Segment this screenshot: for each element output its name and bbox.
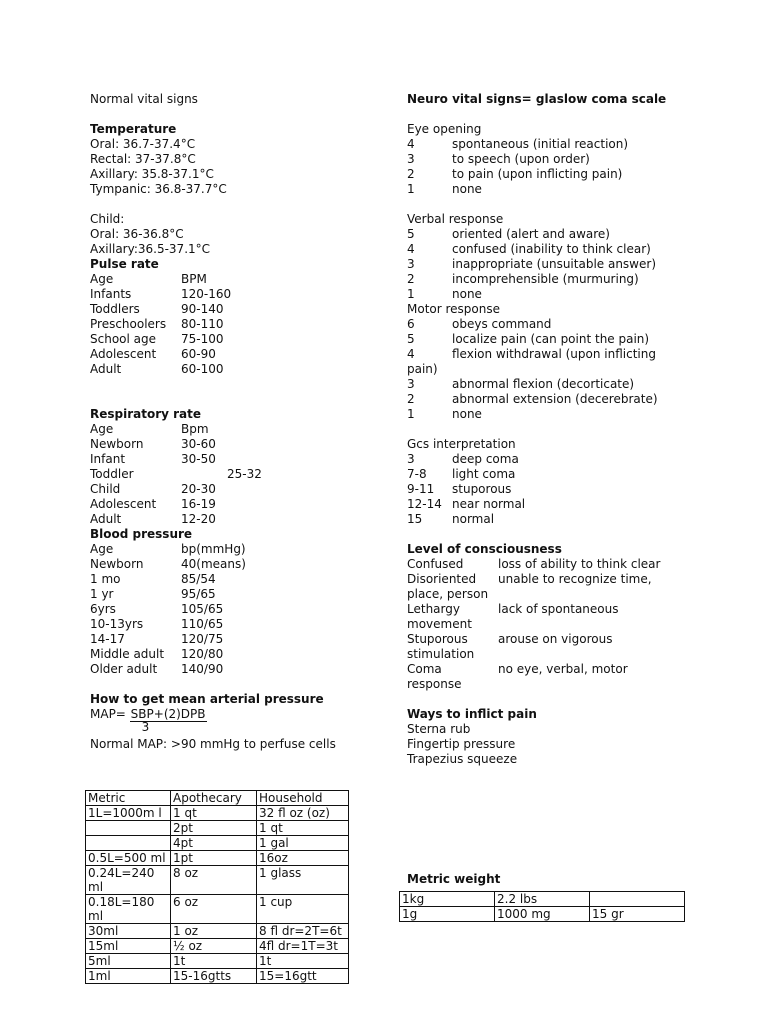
loc-desc: no eye, verbal, motor xyxy=(498,662,628,676)
blood-pressure-heading: Blood pressure xyxy=(90,527,193,541)
eye-row xyxy=(407,152,707,167)
motor-score: 4 xyxy=(407,347,415,361)
bp-value: 140/90 xyxy=(181,662,224,676)
bp-row xyxy=(90,542,390,557)
pulse-row xyxy=(90,362,390,377)
bp-age: 10-13yrs xyxy=(90,617,144,631)
bp-value: 40(means) xyxy=(181,557,246,571)
gcs-range: 15 xyxy=(407,512,423,526)
cell-metric: 1L=1000m l xyxy=(86,806,171,821)
eye-score: 3 xyxy=(407,152,415,166)
bp-row xyxy=(90,557,390,572)
loc-term: Stuporous xyxy=(407,632,468,646)
resp-age: Adolescent xyxy=(90,497,157,511)
eye-desc: spontaneous (initial reaction) xyxy=(452,137,629,151)
eye-row xyxy=(407,182,707,197)
bp-value: 85/54 xyxy=(181,572,216,586)
cell-apothecary: 1t xyxy=(171,954,257,969)
pulse-age: Infants xyxy=(90,287,132,301)
verbal-score: 4 xyxy=(407,242,415,256)
bp-row xyxy=(90,647,390,662)
child-temperature-line: Axillary:36.5-37.1°C xyxy=(90,242,211,256)
resp-row xyxy=(90,422,390,437)
verbal-desc: oriented (alert and aware) xyxy=(452,227,610,241)
cell-apothecary: ½ oz xyxy=(171,939,257,954)
respiratory-rate-heading: Respiratory rate xyxy=(90,407,202,421)
map-heading: How to get mean arterial pressure xyxy=(90,692,324,706)
cell-household: 15=16gtt xyxy=(257,969,349,984)
cell-household: 1 qt xyxy=(257,821,349,836)
conversion-table xyxy=(85,790,349,984)
motor-row xyxy=(407,332,707,347)
cell-apothecary: 1pt xyxy=(171,851,257,866)
gcs-range: 7-8 xyxy=(407,467,427,481)
bp-row xyxy=(90,572,390,587)
cell-metric: 0.24L=240 ml xyxy=(86,866,171,895)
resp-row xyxy=(90,512,390,527)
pulse-row xyxy=(90,272,390,287)
pulse-age: Adolescent xyxy=(90,347,157,361)
table-row xyxy=(86,954,349,969)
gcs-range: 9-11 xyxy=(407,482,435,496)
motor-score: 5 xyxy=(407,332,415,346)
bp-age: 1 yr xyxy=(90,587,114,601)
bp-value: 120/80 xyxy=(181,647,224,661)
weight-equivalent: 1000 mg xyxy=(495,907,590,922)
motor-row xyxy=(407,347,707,362)
cell-metric: 5ml xyxy=(86,954,171,969)
cell-household: 1t xyxy=(257,954,349,969)
motor-row xyxy=(407,317,707,332)
gcs-range: 12-14 xyxy=(407,497,442,511)
resp-value: 30-60 xyxy=(181,437,216,451)
verbal-response-heading: Verbal response xyxy=(407,212,504,226)
eye-opening-heading: Eye opening xyxy=(407,122,482,136)
table-row xyxy=(86,895,349,924)
weight-apothecary xyxy=(590,892,685,907)
loc-item xyxy=(407,632,707,647)
cell-apothecary: 2pt xyxy=(171,821,257,836)
neuro-vital-signs-title: Neuro vital signs= glaslow coma scale xyxy=(407,92,667,106)
bp-row xyxy=(90,632,390,647)
motor-wrap: pain) xyxy=(407,362,438,376)
right-column xyxy=(407,92,707,887)
resp-age: Infant xyxy=(90,452,126,466)
pulse-age: Toddlers xyxy=(90,302,140,316)
eye-desc: to speech (upon order) xyxy=(452,152,590,166)
cell-metric: 30ml xyxy=(86,924,171,939)
pulse-value: 120-160 xyxy=(181,287,232,301)
cell-apothecary: 8 oz xyxy=(171,866,257,895)
motor-row xyxy=(407,407,707,422)
cell-apothecary: 1 oz xyxy=(171,924,257,939)
pulse-row xyxy=(90,302,390,317)
map-fraction xyxy=(130,707,207,734)
resp-value: 30-50 xyxy=(181,452,216,466)
motor-desc: abnormal extension (decerebrate) xyxy=(452,392,658,406)
metric-weight-heading: Metric weight xyxy=(407,872,501,886)
resp-value: Bpm xyxy=(181,422,209,436)
cell-apothecary: 15-16gtts xyxy=(171,969,257,984)
table-row xyxy=(86,939,349,954)
header-metric: Metric xyxy=(86,791,171,806)
bp-row xyxy=(90,617,390,632)
cell-metric: 0.5L=500 ml xyxy=(86,851,171,866)
pulse-row xyxy=(90,332,390,347)
motor-score: 2 xyxy=(407,392,415,406)
bp-age: 14-17 xyxy=(90,632,125,646)
pulse-value: 60-90 xyxy=(181,347,216,361)
gcs-range: 3 xyxy=(407,452,415,466)
gcs-meaning: near normal xyxy=(452,497,526,511)
resp-value: 16-19 xyxy=(181,497,216,511)
motor-score: 3 xyxy=(407,377,415,391)
table-row xyxy=(86,836,349,851)
resp-value: 25-32 xyxy=(227,467,262,481)
cell-metric: 15ml xyxy=(86,939,171,954)
cell-apothecary: 4pt xyxy=(171,836,257,851)
bp-value: bp(mmHg) xyxy=(181,542,246,556)
map-formula xyxy=(90,707,390,734)
pulse-rate-heading: Pulse rate xyxy=(90,257,159,271)
loc-item xyxy=(407,572,707,587)
temperature-line: Tympanic: 36.8-37.7°C xyxy=(90,182,227,196)
cell-metric: 0.18L=180 ml xyxy=(86,895,171,924)
pulse-age: Preschoolers xyxy=(90,317,167,331)
gcs-row xyxy=(407,512,707,527)
cell-household: 1 gal xyxy=(257,836,349,851)
bp-row xyxy=(90,587,390,602)
child-label: Child: xyxy=(90,212,125,226)
map-denominator: 3 xyxy=(141,720,150,734)
gcs-row xyxy=(407,497,707,512)
header-apothecary: Apothecary xyxy=(171,791,257,806)
motor-desc: localize pain (can point the pain) xyxy=(452,332,650,346)
normal-vital-signs-title: Normal vital signs xyxy=(90,92,198,106)
pulse-age: School age xyxy=(90,332,157,346)
eye-desc: to pain (upon inflicting pain) xyxy=(452,167,623,181)
pulse-row xyxy=(90,287,390,302)
eye-row xyxy=(407,137,707,152)
gcs-meaning: deep coma xyxy=(452,452,519,466)
table-row xyxy=(86,851,349,866)
resp-age: Adult xyxy=(90,512,122,526)
cell-metric xyxy=(86,821,171,836)
bp-age: Older adult xyxy=(90,662,158,676)
loc-term: Disoriented xyxy=(407,572,477,586)
motor-desc: abnormal flexion (decorticate) xyxy=(452,377,635,391)
loc-term: Coma xyxy=(407,662,442,676)
gcs-meaning: light coma xyxy=(452,467,516,481)
pulse-value: 60-100 xyxy=(181,362,224,376)
bp-age: 6yrs xyxy=(90,602,116,616)
resp-age: Newborn xyxy=(90,437,144,451)
left-column xyxy=(90,92,390,752)
pulse-value: 80-110 xyxy=(181,317,224,331)
bp-age: Newborn xyxy=(90,557,144,571)
motor-row xyxy=(407,377,707,392)
loc-wrap: place, person xyxy=(407,587,489,601)
bp-age: Middle adult xyxy=(90,647,165,661)
gcs-interpretation-heading: Gcs interpretation xyxy=(407,437,516,451)
gcs-row xyxy=(407,467,707,482)
verbal-row xyxy=(407,242,707,257)
verbal-row xyxy=(407,287,707,302)
eye-desc: none xyxy=(452,182,482,196)
bp-value: 110/65 xyxy=(181,617,224,631)
eye-row xyxy=(407,167,707,182)
loc-term: Confused xyxy=(407,557,464,571)
bp-age: 1 mo xyxy=(90,572,121,586)
eye-score: 4 xyxy=(407,137,415,151)
verbal-desc: confused (inability to think clear) xyxy=(452,242,651,256)
table-row xyxy=(86,924,349,939)
bp-value: 105/65 xyxy=(181,602,224,616)
gcs-meaning: stuporous xyxy=(452,482,512,496)
verbal-score: 2 xyxy=(407,272,415,286)
loc-wrap: movement xyxy=(407,617,472,631)
temperature-line: Axillary: 35.8-37.1°C xyxy=(90,167,214,181)
cell-household: 16oz xyxy=(257,851,349,866)
pulse-value: BPM xyxy=(181,272,207,286)
motor-desc: none xyxy=(452,407,482,421)
eye-score: 2 xyxy=(407,167,415,181)
motor-row xyxy=(407,392,707,407)
resp-row xyxy=(90,467,390,482)
temperature-heading: Temperature xyxy=(90,122,177,136)
pulse-row xyxy=(90,317,390,332)
cell-household: 1 glass xyxy=(257,866,349,895)
table-row xyxy=(86,806,349,821)
verbal-desc: inappropriate (unsuitable answer) xyxy=(452,257,656,271)
metric-weight-table xyxy=(399,891,685,922)
table-row xyxy=(86,821,349,836)
child-temperature-line: Oral: 36-36.8°C xyxy=(90,227,184,241)
temperature-line: Oral: 36.7-37.4°C xyxy=(90,137,196,151)
bp-age: Age xyxy=(90,542,114,556)
motor-desc: flexion withdrawal (upon inflicting xyxy=(452,347,656,361)
gcs-row xyxy=(407,452,707,467)
resp-value: 20-30 xyxy=(181,482,216,496)
level-of-consciousness-heading: Level of consciousness xyxy=(407,542,562,556)
motor-desc: obeys command xyxy=(452,317,552,331)
resp-row xyxy=(90,437,390,452)
ways-to-inflict-pain-heading: Ways to inflict pain xyxy=(407,707,537,721)
verbal-row xyxy=(407,257,707,272)
map-prefix: MAP= xyxy=(90,707,130,721)
table-row xyxy=(400,892,685,907)
verbal-score: 1 xyxy=(407,287,415,301)
verbal-row xyxy=(407,227,707,242)
table-header-row xyxy=(86,791,349,806)
table-row xyxy=(400,907,685,922)
loc-wrap: stimulation xyxy=(407,647,475,661)
resp-age: Toddler xyxy=(90,467,134,481)
pulse-value: 90-140 xyxy=(181,302,224,316)
cell-metric: 1ml xyxy=(86,969,171,984)
cell-apothecary: 6 oz xyxy=(171,895,257,924)
loc-desc: arouse on vigorous xyxy=(498,632,613,646)
verbal-score: 3 xyxy=(407,257,415,271)
verbal-score: 5 xyxy=(407,227,415,241)
bp-row xyxy=(90,662,390,677)
map-numerator: SBP+(2)DPB xyxy=(130,707,206,721)
motor-response-heading: Motor response xyxy=(407,302,500,316)
verbal-row xyxy=(407,272,707,287)
loc-wrap: response xyxy=(407,677,462,691)
weight-apothecary: 15 gr xyxy=(590,907,685,922)
resp-row xyxy=(90,497,390,512)
pulse-value: 75-100 xyxy=(181,332,224,346)
cell-household: 8 fl dr=2T=6t xyxy=(257,924,349,939)
verbal-desc: none xyxy=(452,287,482,301)
weight-equivalent: 2.2 lbs xyxy=(495,892,590,907)
pulse-row xyxy=(90,347,390,362)
cell-household: 32 fl oz (oz) xyxy=(257,806,349,821)
loc-item xyxy=(407,557,707,572)
pain-method: Fingertip pressure xyxy=(407,737,516,751)
resp-age: Child xyxy=(90,482,121,496)
normal-map-line: Normal MAP: >90 mmHg to perfuse cells xyxy=(90,737,336,751)
loc-desc: unable to recognize time, xyxy=(498,572,652,586)
gcs-row xyxy=(407,482,707,497)
eye-score: 1 xyxy=(407,182,415,196)
table-row xyxy=(86,866,349,895)
gcs-meaning: normal xyxy=(452,512,495,526)
bp-value: 95/65 xyxy=(181,587,216,601)
bp-value: 120/75 xyxy=(181,632,224,646)
cell-metric xyxy=(86,836,171,851)
loc-desc: lack of spontaneous xyxy=(498,602,619,616)
pulse-age: Age xyxy=(90,272,114,286)
weight-unit: 1g xyxy=(400,907,495,922)
bp-row xyxy=(90,602,390,617)
loc-item xyxy=(407,662,707,677)
resp-value: 12-20 xyxy=(181,512,216,526)
pulse-age: Adult xyxy=(90,362,122,376)
cell-household: 1 cup xyxy=(257,895,349,924)
motor-score: 1 xyxy=(407,407,415,421)
loc-term: Lethargy xyxy=(407,602,460,616)
loc-desc: loss of ability to think clear xyxy=(498,557,661,571)
weight-unit: 1kg xyxy=(400,892,495,907)
motor-score: 6 xyxy=(407,317,415,331)
temperature-line: Rectal: 37-37.8°C xyxy=(90,152,196,166)
resp-age: Age xyxy=(90,422,114,436)
loc-item xyxy=(407,602,707,617)
pain-method: Sterna rub xyxy=(407,722,471,736)
resp-row xyxy=(90,452,390,467)
pain-method: Trapezius squeeze xyxy=(407,752,518,766)
table-row xyxy=(86,969,349,984)
verbal-desc: incomprehensible (murmuring) xyxy=(452,272,639,286)
resp-row xyxy=(90,482,390,497)
cell-household: 4fl dr=1T=3t xyxy=(257,939,349,954)
cell-apothecary: 1 qt xyxy=(171,806,257,821)
header-household: Household xyxy=(257,791,349,806)
